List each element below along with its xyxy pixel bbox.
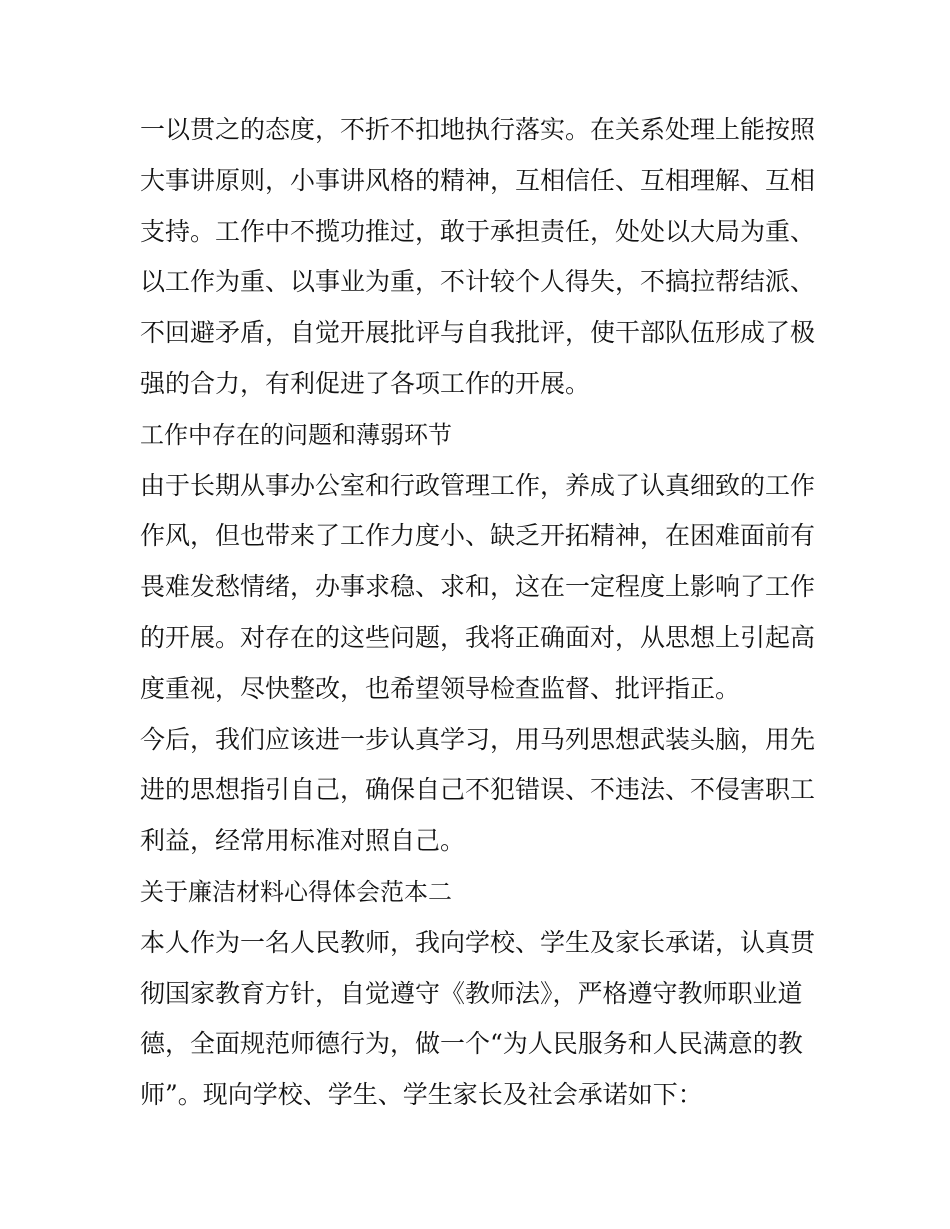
text-line: 支持。工作中不揽功推过，敢于承担责任，处处以大局为重、: [140, 216, 816, 246]
text-line: 今后，我们应该进一步认真学习，用马列思想武装头脑，用先: [140, 724, 816, 754]
section-heading: 关于廉洁材料心得体会范本二: [140, 877, 452, 906]
text-line: 的开展。对存在的这些问题，我将正确面对，从思想上引起高: [140, 622, 816, 652]
text-line: 师”。现向学校、学生、学生家长及社会承诺如下：: [140, 1080, 703, 1110]
text-line: 本人作为一名人民教师，我向学校、学生及家长承诺，认真贯: [140, 927, 816, 957]
text-line: 一以贯之的态度，不折不扣地执行落实。在关系处理上能按照: [140, 115, 816, 144]
section-heading: 工作中存在的问题和薄弱环节: [140, 420, 452, 449]
text-line: 不回避矛盾，自觉开展批评与自我批评，使干部队伍形成了极: [140, 318, 816, 348]
document-body: [140, 105, 820, 1121]
text-line: 由于长期从事办公室和行政管理工作，养成了认真细致的工作: [140, 470, 816, 500]
text-line: 强的合力，有利促进了各项工作的开展。: [140, 368, 591, 398]
text-line: 度重视，尽快整改，也希望领导检查监督、批评指正。: [140, 673, 741, 703]
text-line: 彻国家教育方针，自觉遵守《教师法》，严格遵守教师职业道: [140, 978, 803, 1008]
text-line: 以工作为重、以事业为重，不计较个人得失，不搞拉帮结派、: [140, 267, 816, 297]
text-line: 畏难发愁情绪，办事求稳、求和，这在一定程度上影响了工作: [140, 572, 816, 602]
text-line: 德，全面规范师德行为，做一个“为人民服务和人民满意的教: [140, 1029, 803, 1059]
text-line: 利益，经常用标准对照自己。: [140, 826, 466, 856]
text-line: 大事讲原则，小事讲风格的精神，互相信任、互相理解、互相: [140, 165, 816, 195]
text-line: 作风，但也带来了工作力度小、缺乏开拓精神，在困难面前有: [140, 521, 816, 551]
text-line: 进的思想指引自己，确保自己不犯错误、不违法、不侵害职工: [140, 775, 816, 805]
